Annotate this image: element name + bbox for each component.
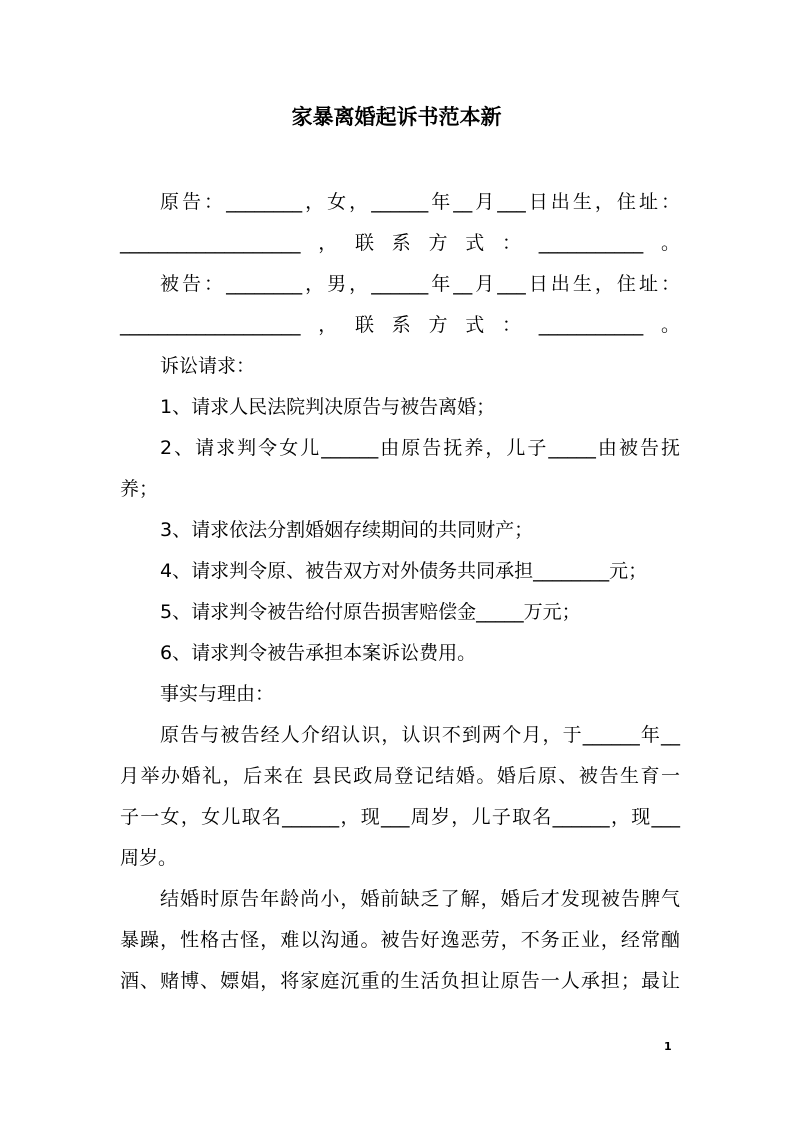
claim-2-line-1: 2、请求判令女儿______由原告抚养，儿子_____由被告抚	[160, 437, 680, 459]
claim-1: 1、请求人民法院判决原告与被告离婚；	[160, 396, 496, 418]
claim-5: 5、请求判令被告给付原告损害赔偿金_____万元；	[160, 601, 581, 623]
plaintiff-info-line-2: ___________________，联系方式：___________。	[120, 232, 680, 254]
plaintiff-info-line-1: 原告：________，女，______年__月___日出生，住址：	[160, 191, 680, 213]
claim-3: 3、请求依法分割婚姻存续期间的共同财产；	[160, 519, 534, 541]
defendant-info-line-1: 被告：________，男，______年__月___日出生，住址：	[160, 273, 680, 295]
facts-paragraph-2-line-3: 酒、赌博、嫖娼，将家庭沉重的生活负担让原告一人承担；最让	[120, 970, 680, 992]
claim-4: 4、请求判令原、被告双方对外债务共同承担________元；	[160, 560, 648, 582]
facts-paragraph-2-line-2: 暴躁，性格古怪，难以沟通。被告好逸恶劳，不务正业，经常酗	[120, 929, 680, 951]
facts-heading: 事实与理由：	[160, 683, 275, 705]
facts-paragraph-2-line-1: 结婚时原告年龄尚小，婚前缺乏了解，婚后才发现被告脾气	[160, 888, 680, 910]
facts-paragraph-1-line-1: 原告与被告经人介绍认识，认识不到两个月，于______年__	[160, 724, 680, 746]
document-title: 家暴离婚起诉书范本新	[291, 105, 502, 129]
facts-paragraph-1-line-2: 月举办婚礼，后来在 县民政局登记结婚。婚后原、被告生育一	[120, 765, 680, 787]
claim-6: 6、请求判令被告承担本案诉讼费用。	[160, 642, 477, 664]
defendant-info-line-2: ___________________，联系方式：___________。	[120, 314, 680, 336]
facts-paragraph-1-line-3: 子一女，女儿取名______，现___周岁，儿子取名______，现___	[120, 806, 680, 828]
claim-2-line-2: 养；	[120, 478, 159, 500]
page-number: 1	[664, 1040, 672, 1053]
facts-paragraph-1-line-4: 周岁。	[120, 847, 178, 869]
claims-heading: 诉讼请求：	[160, 355, 256, 377]
